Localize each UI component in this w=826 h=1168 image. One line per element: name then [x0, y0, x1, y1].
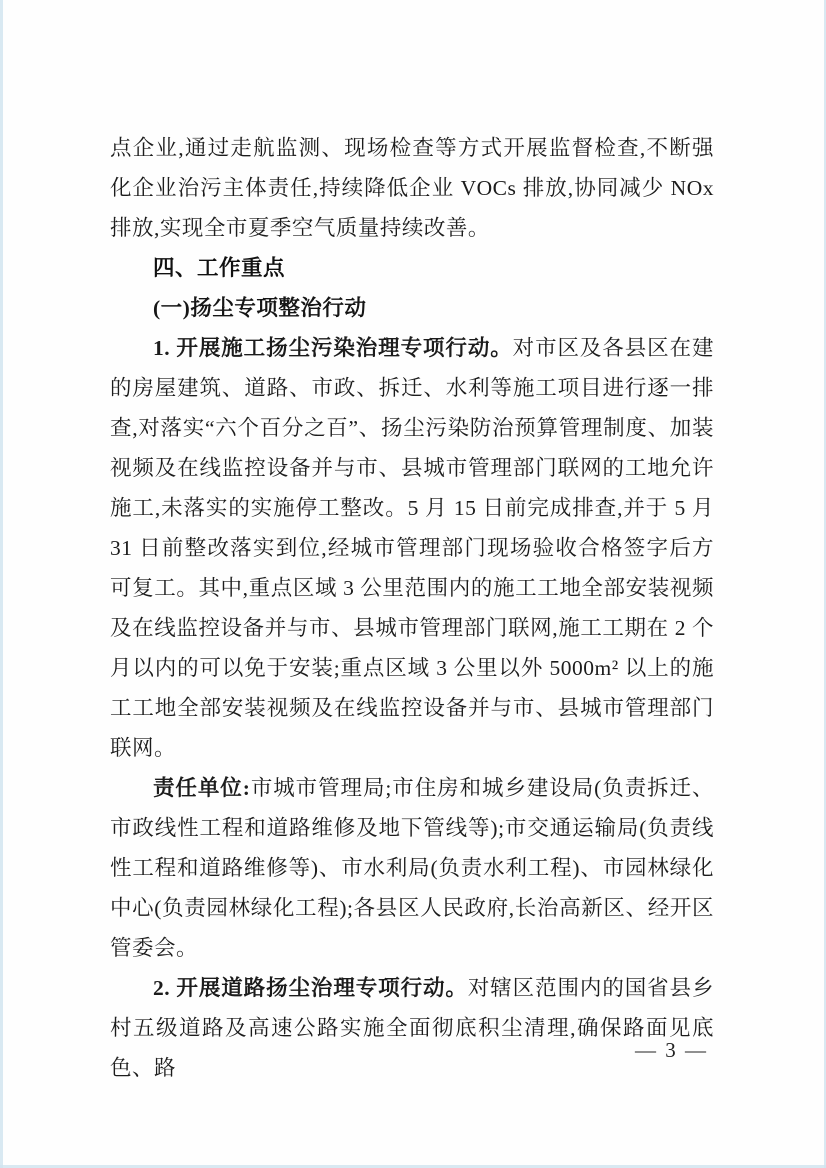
section-heading: [110, 248, 714, 288]
paragraph-text: 点企业,通过走航监测、现场检查等方式开展监督检查,不断强化企业治污主体责任,持续降低企业 VOCs 排放,协同减少 NOx 排放,实现全市夏季空气质量持续改善。: [110, 136, 714, 240]
paragraph-responsible-units: [110, 768, 714, 968]
subsection-heading-text: (一)扬尘专项整治行动: [153, 296, 367, 320]
paragraph-item-1: [110, 328, 714, 768]
paragraph-lead: 责任单位:: [153, 776, 251, 800]
paragraph-lead: 1. 开展施工扬尘污染治理专项行动。: [153, 336, 513, 360]
subsection-heading: [110, 288, 714, 328]
scan-edge-left: [0, 0, 3, 1168]
paragraph-lead: 2. 开展道路扬尘治理专项行动。: [153, 976, 468, 1000]
page-number: — 3 —: [635, 1038, 708, 1062]
paragraph-text: 市城市管理局;市住房和城乡建设局(负责拆迁、市政线性工程和道路维修及地下管线等);市交通运输局(负责线性工程和道路维修等)、市水利局(负责水利工程)、市园林绿化中心(负责园林绿化工程);各县区人民政府,长治高新区、经开区管委会。: [110, 776, 714, 960]
paragraph-text: 对市区及各县区在建的房屋建筑、道路、市政、拆迁、水利等施工项目进行逐一排查,对落实“六个百分之百”、扬尘污染防治预算管理制度、加装视频及在线监控设备并与市、县城市管理部门联网的工地允许施工,未落实的实施停工整改。5 月 15 日前完成排查,并于 5 月 31 日前整改落实到位,经城市管理部门现场验收合格签字后方可复工。其中,重点区域 3 公里范围内的施工工地全部安装视频及在线监控设备并与市、县城市管理部门联网,施工工期在 2 个月以内的可以免于安装;重点区域 3 公里以外 5000m² 以上的施工工地全部安装视频及在线监控设备并与市、县城市管理部门联网。: [110, 336, 714, 760]
paragraph-continuation: [110, 128, 714, 248]
paragraph-text: 对辖区范围内的国省县乡村五级道路及高速公路实施全面彻底积尘清理,确保路面见底色、路: [110, 976, 714, 1080]
document-body: [110, 128, 714, 1088]
paragraph-item-2: [110, 968, 714, 1088]
section-heading-text: 四、工作重点: [153, 256, 286, 280]
